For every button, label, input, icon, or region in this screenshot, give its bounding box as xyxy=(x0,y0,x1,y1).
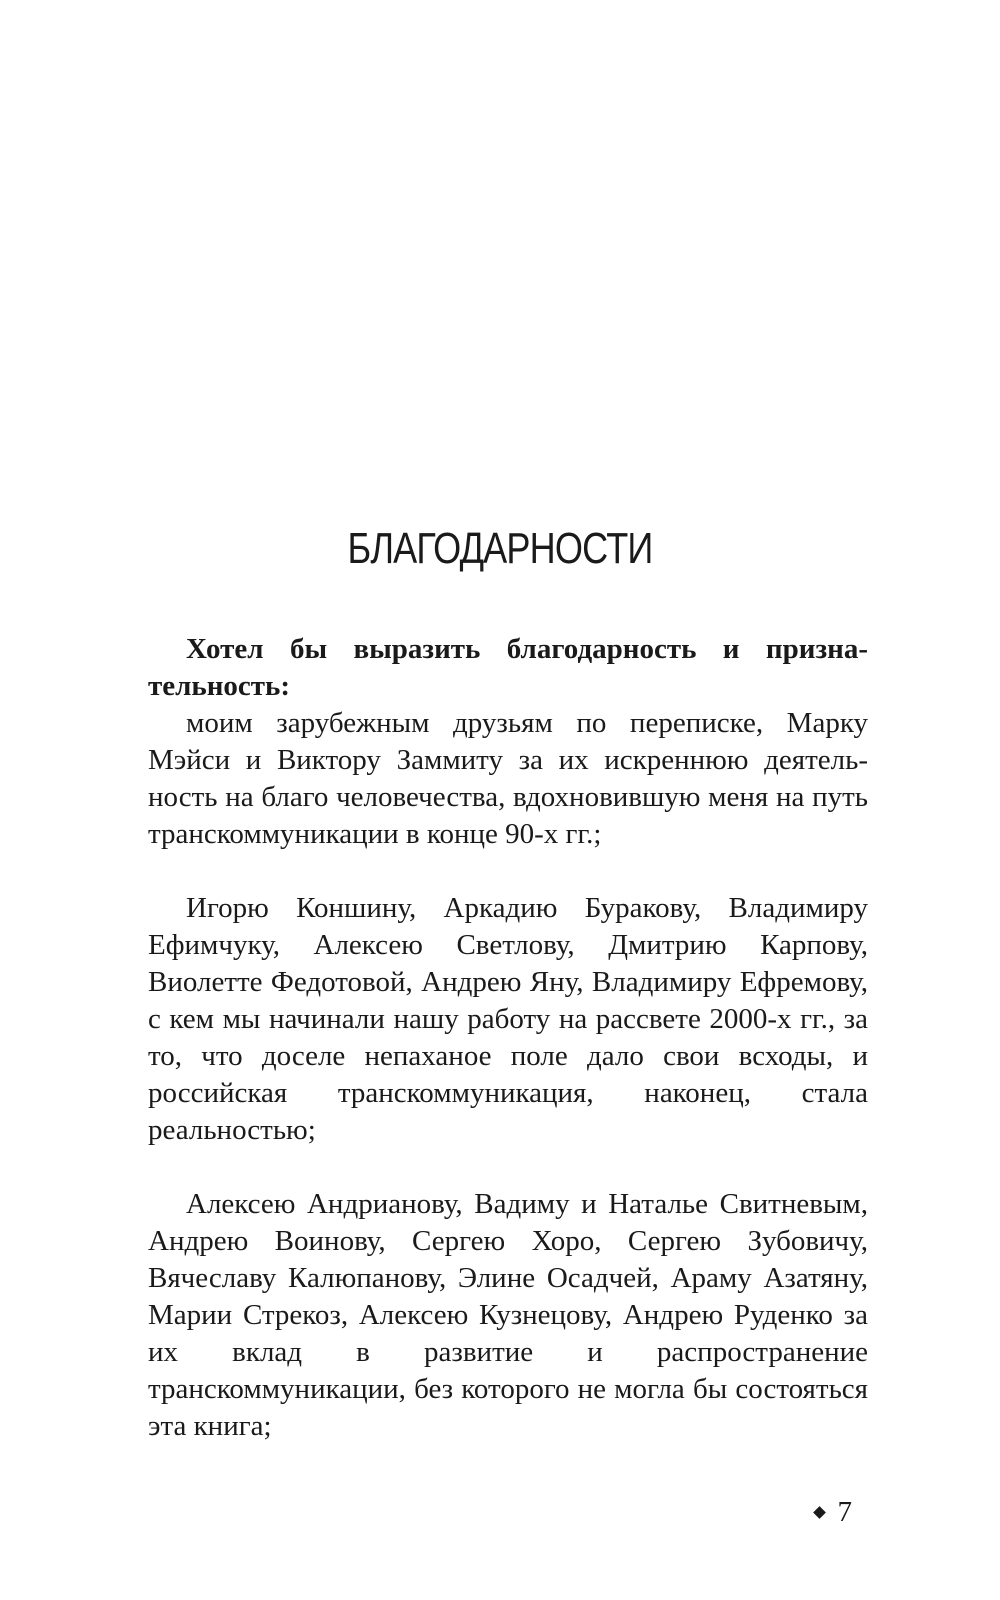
paragraph-3: Алексею Андрианову, Вадиму и Наталье Свитневым, Андрею Воинову, Сергею Хоро, Сергею Зубовичу, Вячеславу Калюпанову, Элине Осадчей, Араму Азатяну, Марии Стрекоз, Алексею Кузнецову, Андрею Руденко за их вклад в развитие и распространение транскоммуникации, без которого не могла бы состояться эта книга; xyxy=(148,1188,868,1442)
paragraph-2: Игорю Коншину, Аркадию Буракову, Владимиру Ефимчуку, Алексею Светлову, Дмитрию Карпову, Виолетте Федотовой, Андрею Яну, Владимиру Ефремову, с кем мы начинали нашу работу на рассвете 2000-х гг., за то, что доселе непаханое поле дало свои всходы, и российская транскоммуникация, наконец, стала реальностью; xyxy=(148,892,868,1146)
paragraph-1: моим зарубежным друзьям по переписке, Марку Мэйси и Виктору Заммиту за их искреннюю деятельность на благо человечества, вдохновившую меня на путь транскоммуникации в конце 90-х гг.; xyxy=(148,707,868,850)
page-footer xyxy=(815,1494,853,1531)
page-number: 7 xyxy=(837,1496,852,1528)
lead-paragraph: Хотел бы выразить благодарность и признательность: xyxy=(148,633,868,702)
diamond-icon xyxy=(813,1506,826,1519)
page-title: БЛАГОДАРНОСТИ xyxy=(347,524,653,573)
acknowledgements-body xyxy=(148,631,868,1445)
